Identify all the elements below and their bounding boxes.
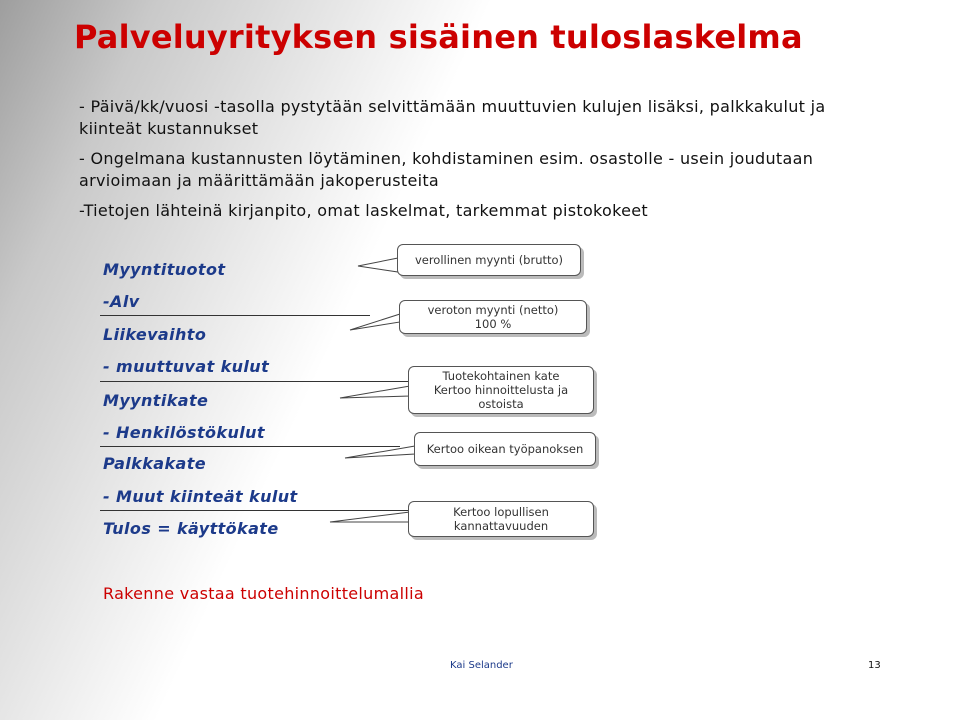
callout-product-margin: Tuotekohtainen kate Kertoo hinnoittelusta ja ostoista [408, 366, 594, 414]
callout-pointer [340, 386, 410, 398]
statement-line-fixed-costs: - Muut kiinteät kulut [103, 487, 298, 506]
statement-line-revenue: Liikevaihto [103, 325, 207, 344]
statement-line-sales-margin: Myyntikate [103, 391, 209, 410]
footer-note: Rakenne vastaa tuotehinnoittelumallia [103, 584, 424, 603]
callout-profitability: Kertoo lopullisen kannattavuuden [408, 501, 594, 537]
bullet-text: - Päivä/kk/vuosi -tasolla pystytään selvittämään muuttuvien kulujen lisäksi, palkkakulut ja kiinteät kustannukset [79, 97, 826, 138]
statement-line-vat: -Alv [103, 292, 140, 311]
statement-line-sales-revenue: Myyntituotot [103, 260, 226, 279]
callout-work-input: Kertoo oikean työpanoksen [414, 432, 596, 466]
callout-pointer [350, 314, 400, 330]
bullet-text: -Tietojen lähteinä kirjanpito, omat laskelmat, tarkemmat pistokokeet [79, 201, 648, 220]
callout-pointer [330, 512, 410, 522]
statement-line-wage-margin: Palkkakate [103, 454, 206, 473]
callout-net-sales: veroton myynti (netto) 100 % [399, 300, 587, 334]
callout-pointer [358, 258, 398, 272]
slide-title: Palveluyrityksen sisäinen tuloslaskelma [74, 18, 803, 56]
page-number: 13 [868, 660, 881, 671]
statement-line-personnel-costs: - Henkilöstökulut [103, 423, 265, 442]
author-name: Kai Selander [450, 660, 513, 671]
callout-pointer [345, 446, 415, 458]
statement-line-result: Tulos = käyttökate [103, 519, 279, 538]
callout-gross-sales: verollinen myynti (brutto) [397, 244, 581, 276]
bullet-text: - Ongelmana kustannusten löytäminen, kohdistaminen esim. osastolle - usein joudutaan arvioimaan ja määrittämään jakoperusteita [79, 149, 814, 190]
statement-line-variable-costs: - muuttuvat kulut [103, 357, 270, 376]
